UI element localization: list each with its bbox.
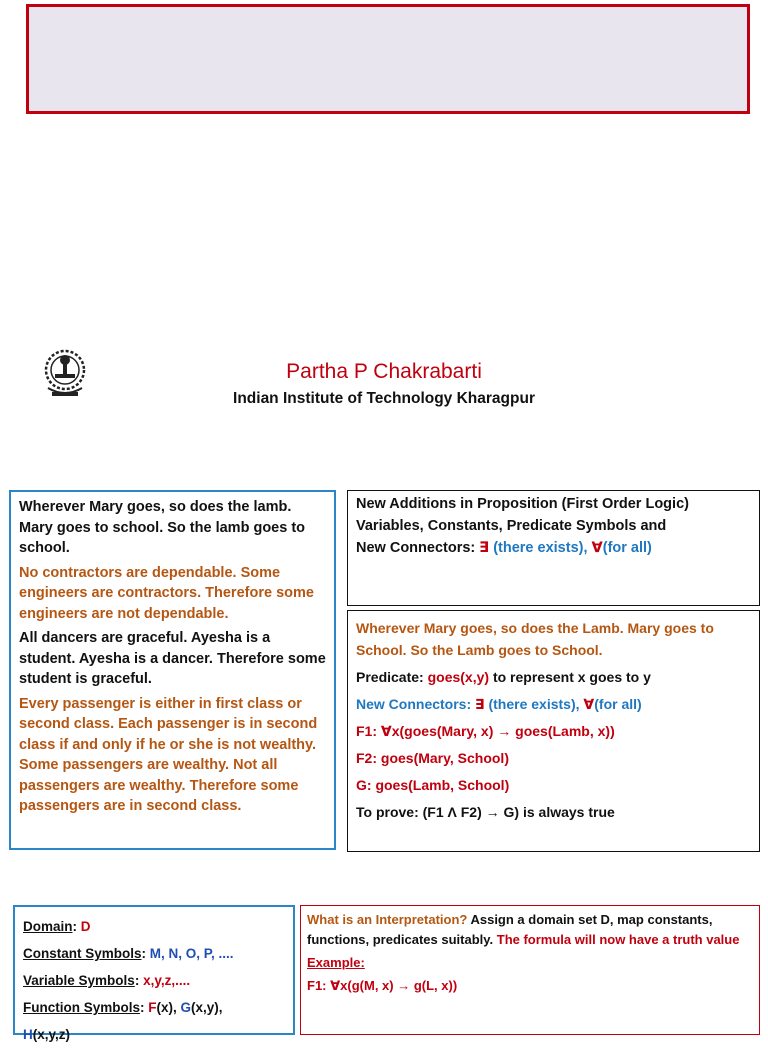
variable-symbols-label: Variable Symbols bbox=[23, 973, 135, 988]
function-f: F bbox=[148, 1000, 157, 1015]
function-symbols-line: Function Symbols: F(x), G(x,y), bbox=[23, 1000, 223, 1015]
author-name: Partha P Chakrabarti bbox=[286, 360, 482, 383]
new-additions-box bbox=[347, 490, 760, 606]
forall-text: (for all) bbox=[602, 540, 652, 556]
formula-f1: F1: ∀x(goes(Mary, x) → goes(Lamb, x)) bbox=[356, 723, 615, 739]
connectors-label: New Connectors: bbox=[356, 540, 480, 556]
conn-exists-text: (there exists), bbox=[484, 696, 584, 712]
function-symbols-label: Function Symbols bbox=[23, 1000, 141, 1015]
function-h: H bbox=[23, 1027, 33, 1042]
exists-text: (there exists), bbox=[489, 540, 592, 556]
interpretation-box bbox=[300, 905, 760, 1035]
forall-symbol: ∀ bbox=[591, 540, 603, 556]
predicate-value: goes(x,y) bbox=[427, 669, 490, 685]
domain-value: D bbox=[80, 919, 91, 934]
conn-label: New Connectors: bbox=[356, 696, 476, 712]
domain-label: Domain bbox=[23, 919, 73, 934]
predicate-line bbox=[356, 666, 751, 688]
predicate-label: Predicate: bbox=[356, 669, 428, 685]
title-placeholder-box bbox=[26, 4, 750, 114]
additions-line-2: Variables, Constants, Predicate Symbols and bbox=[356, 518, 667, 534]
to-prove-line: To prove: (F1 Λ F2) → G) is always true bbox=[356, 804, 615, 820]
variable-symbols-line: Variable Symbols: x,y,z,.... bbox=[23, 973, 191, 988]
constant-symbols-label: Constant Symbols bbox=[23, 946, 142, 961]
proof-intro: Wherever Mary goes, so does the Lamb. Mary goes to School. So the Lamb goes to School. bbox=[356, 620, 714, 658]
example-contractors: No contractors are dependable. Some engineers are contractors. Therefore some engineers are not dependable. bbox=[19, 564, 314, 622]
constant-symbols-value: M, N, O, P, .... bbox=[149, 946, 234, 961]
exists-symbol: ∃ bbox=[479, 540, 490, 556]
connectors-line bbox=[356, 693, 751, 715]
interpretation-f1: F1: ∀x(g(M, x) → g(L, x)) bbox=[307, 978, 458, 993]
function-g: G bbox=[180, 1000, 192, 1015]
example-passengers: Every passenger is either in first class or second class. Each passenger is in second class if and only if he or she is not wealthy. Some passengers are wealthy. Not all passengers are wealthy. Therefore some passengers are in second class. bbox=[19, 695, 318, 814]
proof-box bbox=[347, 610, 760, 852]
interpretation-question: What is an Interpretation? bbox=[307, 912, 468, 927]
example-dancers: All dancers are graceful. Ayesha is a student. Ayesha is a dancer. Therefore some student is graceful. bbox=[19, 630, 326, 687]
variable-symbols-value: x,y,z,.... bbox=[143, 973, 191, 988]
formula-f2: F2: goes(Mary, School) bbox=[356, 750, 509, 766]
function-g-args: (x,y), bbox=[191, 1000, 223, 1015]
interpretation-truth-value: The formula will now have a truth value bbox=[496, 932, 740, 947]
additions-connectors-line bbox=[356, 538, 751, 558]
predicate-rest: to represent x goes to y bbox=[489, 669, 651, 685]
example-mary-lamb: Wherever Mary goes, so does the lamb. Mary goes to school. So the lamb goes to school. bbox=[19, 499, 306, 556]
interpretation-description: Assign a domain set D, map constants, functions, predicates suitably. bbox=[307, 912, 713, 947]
interpretation-text bbox=[307, 910, 753, 950]
conn-forall-text: (for all) bbox=[594, 696, 642, 712]
conn-exists-symbol: ∃ bbox=[475, 696, 485, 712]
additions-heading: New Additions in Proposition (First Order Logic) bbox=[356, 496, 689, 512]
conn-forall-symbol: ∀ bbox=[583, 696, 595, 712]
constant-symbols-line: Constant Symbols: M, N, O, P, .... bbox=[23, 946, 234, 961]
domain-line: Domain: D bbox=[23, 919, 91, 934]
examples-box bbox=[9, 490, 336, 850]
function-f-args: (x), bbox=[156, 1000, 181, 1015]
function-h-args: (x,y,z) bbox=[32, 1027, 71, 1042]
institute-name: Indian Institute of Technology Kharagpur bbox=[233, 390, 535, 407]
domain-box bbox=[13, 905, 295, 1042]
function-h-line bbox=[23, 1021, 285, 1048]
formula-g: G: goes(Lamb, School) bbox=[356, 777, 510, 793]
example-label: Example: bbox=[307, 955, 365, 970]
